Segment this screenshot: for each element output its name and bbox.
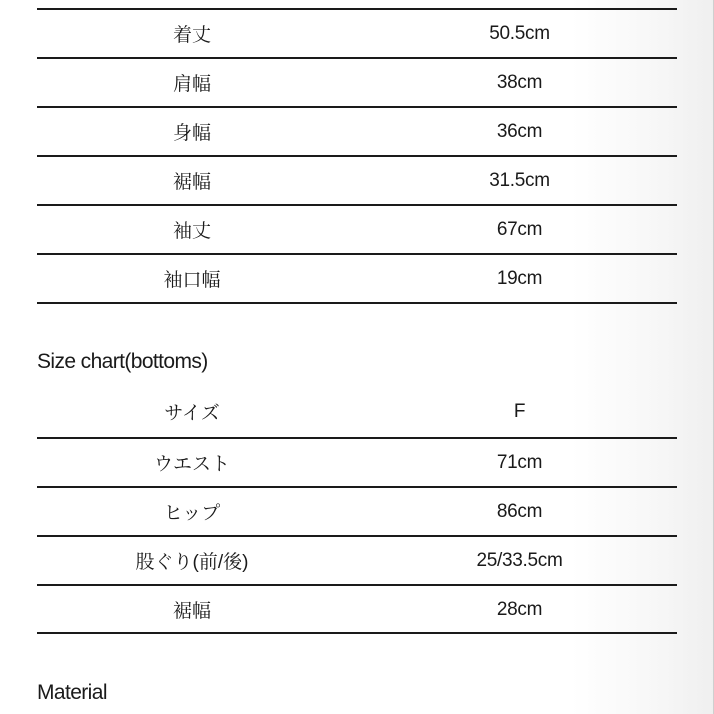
- row-label: 肩幅: [172, 74, 211, 95]
- row-value: 67cm: [496, 218, 543, 240]
- table-divider: [37, 302, 677, 304]
- table-row: [37, 157, 677, 204]
- table-row: [37, 108, 677, 155]
- table-row: [37, 439, 677, 486]
- row-label: 袖口幅: [163, 270, 221, 291]
- row-value: 86cm: [496, 500, 543, 522]
- table-header-row: [37, 388, 677, 435]
- row-value: 50.5cm: [489, 22, 550, 44]
- table-row: [37, 10, 677, 57]
- table-row: [37, 537, 677, 584]
- row-label: 着丈: [172, 25, 211, 46]
- row-label: 裾幅: [172, 601, 211, 622]
- row-value: 25/33.5cm: [476, 549, 563, 571]
- row-value: 38cm: [496, 71, 543, 93]
- row-label: ウエスト: [153, 454, 230, 475]
- header-value: F: [513, 400, 526, 422]
- table-divider: [37, 632, 677, 634]
- row-value: 19cm: [496, 267, 543, 289]
- row-label: ヒップ: [163, 503, 221, 524]
- row-label: 身幅: [172, 123, 211, 144]
- table-row: [37, 488, 677, 535]
- row-label: 裾幅: [172, 172, 211, 193]
- row-label: 股ぐり(前/後): [135, 552, 249, 573]
- table-row: [37, 59, 677, 106]
- row-value: 36cm: [496, 120, 543, 142]
- row-value: 28cm: [496, 598, 543, 620]
- table-row: [37, 586, 677, 633]
- header-label: サイズ: [164, 403, 220, 424]
- row-value: 31.5cm: [489, 169, 550, 191]
- table-row: [37, 255, 677, 302]
- row-value: 71cm: [496, 451, 543, 473]
- row-label: 袖丈: [172, 221, 211, 242]
- table-row: [37, 206, 677, 253]
- material-heading: Material: [37, 681, 107, 704]
- bottoms-size-chart-heading: Size chart(bottoms): [37, 350, 208, 373]
